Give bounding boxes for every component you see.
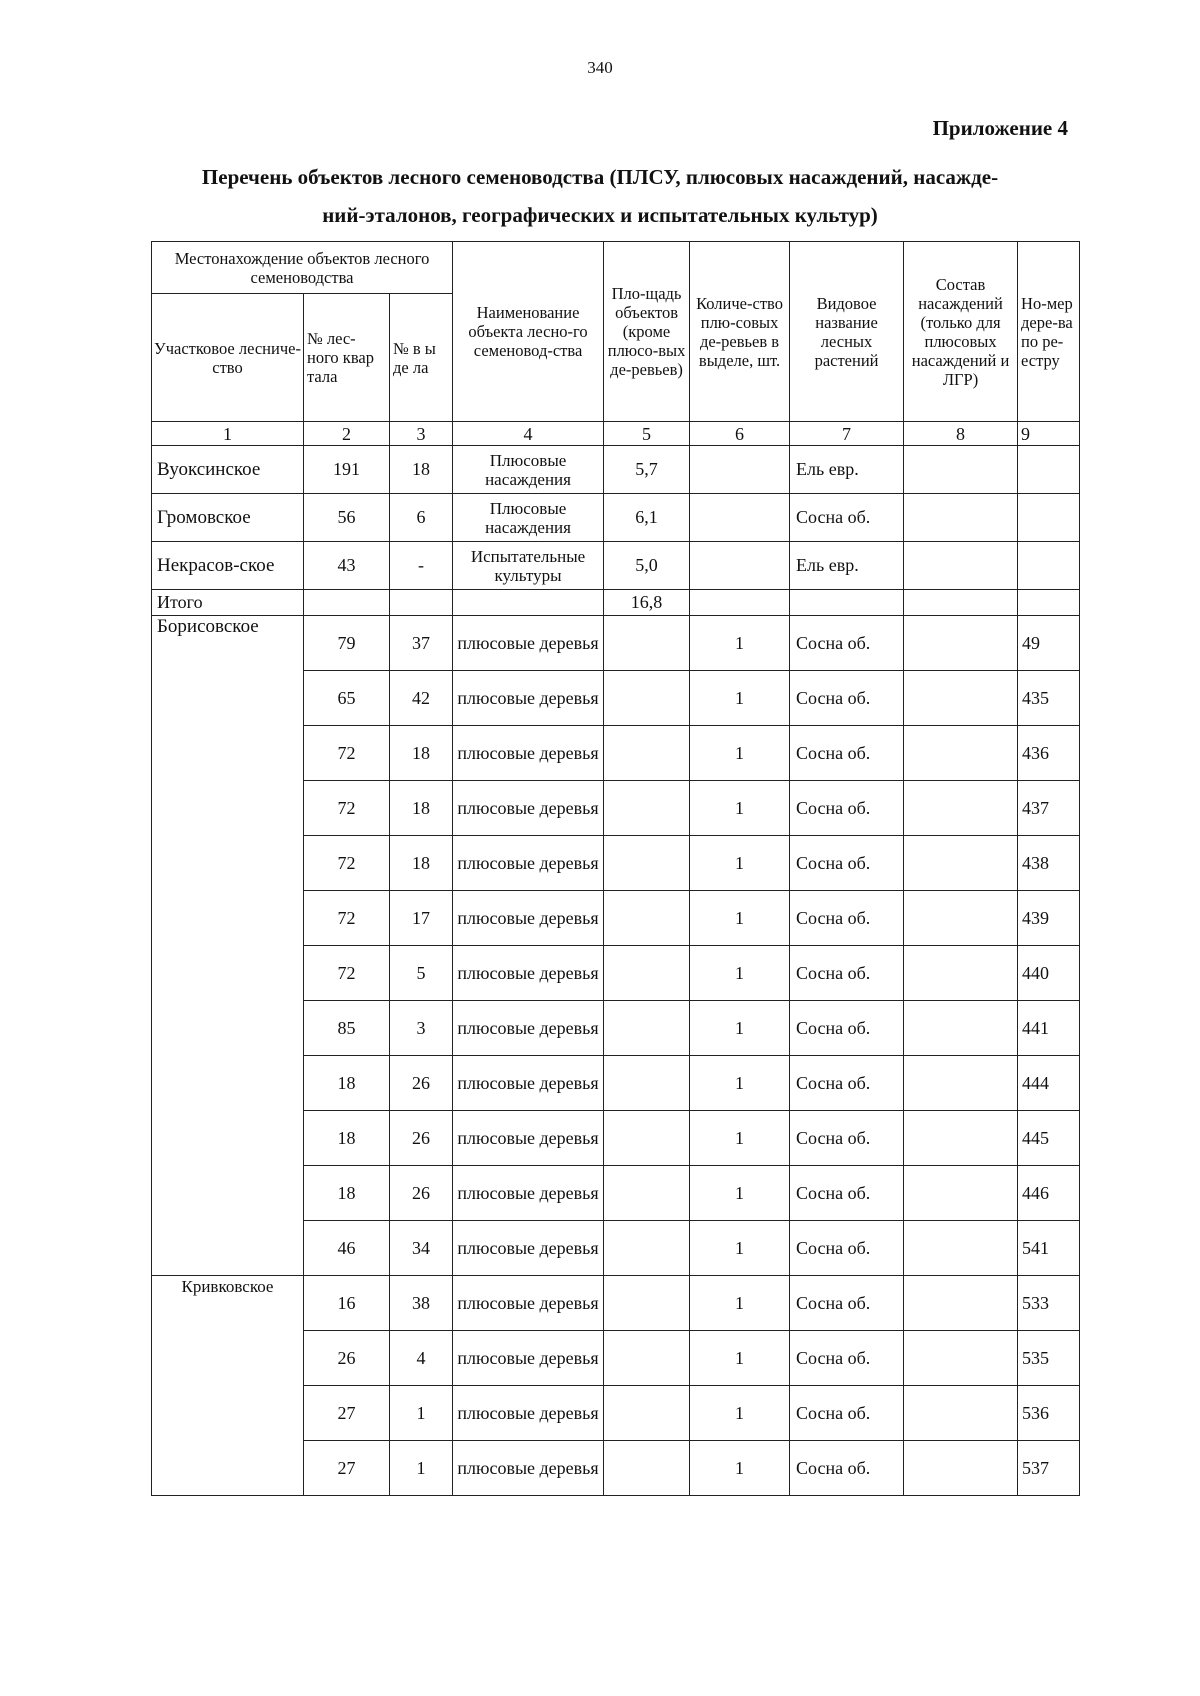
header-species: Видовое название лесных растений — [790, 242, 904, 422]
forestry-cell — [152, 1166, 304, 1221]
header-vydel: № в ы де ла — [390, 294, 453, 422]
table-row — [152, 494, 1080, 542]
vydel-cell: 37 — [390, 616, 453, 671]
forestry-cell: Вуоксинское — [152, 446, 304, 494]
table-row — [152, 1276, 1080, 1331]
kvartal-cell: 16 — [304, 1276, 390, 1331]
kvartal-cell: 85 — [304, 1001, 390, 1056]
forestry-cell: Кривковское — [152, 1276, 304, 1331]
total-area: 16,8 — [604, 590, 690, 616]
kvartal-cell: 18 — [304, 1166, 390, 1221]
count-cell: 1 — [690, 671, 790, 726]
object-name-cell: плюсовые деревья — [453, 946, 604, 1001]
count-cell: 1 — [690, 1056, 790, 1111]
registry-cell: 439 — [1018, 891, 1080, 946]
page-number: 340 — [587, 58, 613, 77]
species-cell: Сосна об. — [790, 1331, 904, 1386]
species-cell: Сосна об. — [790, 946, 904, 1001]
table-row — [152, 1056, 1080, 1111]
area-cell — [604, 1056, 690, 1111]
registry-cell — [1018, 494, 1080, 542]
object-name-cell: плюсовые деревья — [453, 1221, 604, 1276]
document-title — [120, 158, 1080, 234]
species-cell: Сосна об. — [790, 494, 904, 542]
forestry-cell — [152, 891, 304, 946]
object-name-cell: Испытательные культуры — [453, 542, 604, 590]
count-cell: 1 — [690, 616, 790, 671]
area-cell: 5,0 — [604, 542, 690, 590]
object-name-cell: плюсовые деревья — [453, 1276, 604, 1331]
area-cell — [604, 1276, 690, 1331]
kvartal-cell: 79 — [304, 616, 390, 671]
count-cell — [690, 542, 790, 590]
kvartal-cell: 72 — [304, 946, 390, 1001]
species-cell: Сосна об. — [790, 671, 904, 726]
title-line-2: ний-эталонов, географических и испытательных культур) — [322, 203, 878, 227]
area-cell — [604, 1331, 690, 1386]
vydel-cell: 26 — [390, 1056, 453, 1111]
object-name-cell: плюсовые деревья — [453, 1331, 604, 1386]
forestry-cell — [152, 1056, 304, 1111]
registry-cell: 441 — [1018, 1001, 1080, 1056]
composition-cell — [904, 1441, 1018, 1496]
table-row — [152, 836, 1080, 891]
species-cell: Сосна об. — [790, 1111, 904, 1166]
composition-cell — [904, 671, 1018, 726]
object-name-cell: плюсовые деревья — [453, 1386, 604, 1441]
vydel-cell: - — [390, 542, 453, 590]
object-name-cell: плюсовые деревья — [453, 726, 604, 781]
composition-cell — [904, 891, 1018, 946]
table-row — [152, 1386, 1080, 1441]
count-cell: 1 — [690, 1276, 790, 1331]
registry-cell: 445 — [1018, 1111, 1080, 1166]
object-name-cell: плюсовые деревья — [453, 1441, 604, 1496]
header-kvartal: № лес-ного квар тала — [304, 294, 390, 422]
object-name-cell: плюсовые деревья — [453, 1056, 604, 1111]
kvartal-cell: 27 — [304, 1441, 390, 1496]
seed-objects-table — [151, 241, 1080, 1496]
column-number: 7 — [790, 422, 904, 446]
kvartal-cell: 72 — [304, 781, 390, 836]
vydel-cell: 17 — [390, 891, 453, 946]
object-name-cell: плюсовые деревья — [453, 1001, 604, 1056]
vydel-cell: 3 — [390, 1001, 453, 1056]
vydel-cell: 1 — [390, 1441, 453, 1496]
species-cell: Ель евр. — [790, 542, 904, 590]
kvartal-cell: 72 — [304, 726, 390, 781]
kvartal-cell: 46 — [304, 1221, 390, 1276]
area-cell — [604, 1111, 690, 1166]
count-cell: 1 — [690, 946, 790, 1001]
count-cell — [690, 494, 790, 542]
column-number: 9 — [1018, 422, 1080, 446]
total-label: Итого — [152, 590, 304, 616]
composition-cell — [904, 726, 1018, 781]
forestry-cell: Громовское — [152, 494, 304, 542]
count-cell: 1 — [690, 1111, 790, 1166]
composition-cell — [904, 542, 1018, 590]
total-row — [152, 590, 1080, 616]
header-count: Количе-ство плю-совых де-ревьев в выделе, шт. — [690, 242, 790, 422]
object-name-cell: плюсовые деревья — [453, 616, 604, 671]
forestry-cell — [152, 1386, 304, 1441]
composition-cell — [904, 590, 1018, 616]
registry-cell — [1018, 446, 1080, 494]
count-cell — [690, 446, 790, 494]
registry-cell: 537 — [1018, 1441, 1080, 1496]
composition-cell — [904, 1056, 1018, 1111]
area-cell: 6,1 — [604, 494, 690, 542]
kvartal-cell — [304, 590, 390, 616]
forestry-cell — [152, 946, 304, 1001]
area-cell: 5,7 — [604, 446, 690, 494]
column-number: 4 — [453, 422, 604, 446]
composition-cell — [904, 1386, 1018, 1441]
table-row — [152, 1331, 1080, 1386]
table-row — [152, 1166, 1080, 1221]
kvartal-cell: 27 — [304, 1386, 390, 1441]
table-row — [152, 1441, 1080, 1496]
count-cell: 1 — [690, 836, 790, 891]
kvartal-cell: 18 — [304, 1056, 390, 1111]
table-row — [152, 726, 1080, 781]
vydel-cell: 5 — [390, 946, 453, 1001]
header-object-name: Наименование объекта лесно-го семеновод-ства — [453, 242, 604, 422]
registry-cell: 440 — [1018, 946, 1080, 1001]
composition-cell — [904, 1331, 1018, 1386]
table-row — [152, 446, 1080, 494]
vydel-cell: 34 — [390, 1221, 453, 1276]
count-cell: 1 — [690, 1166, 790, 1221]
composition-cell — [904, 1001, 1018, 1056]
header-composition: Состав насаждений (только для плюсовых насаждений и ЛГР) — [904, 242, 1018, 422]
table-row — [152, 1111, 1080, 1166]
object-name-cell: плюсовые деревья — [453, 891, 604, 946]
species-cell — [790, 590, 904, 616]
object-name-cell: плюсовые деревья — [453, 1111, 604, 1166]
composition-cell — [904, 946, 1018, 1001]
forestry-cell — [152, 671, 304, 726]
vydel-cell: 4 — [390, 1331, 453, 1386]
composition-cell — [904, 781, 1018, 836]
composition-cell — [904, 494, 1018, 542]
table-row — [152, 1001, 1080, 1056]
registry-cell: 536 — [1018, 1386, 1080, 1441]
object-name-cell: Плюсовые насаждения — [453, 494, 604, 542]
count-cell: 1 — [690, 1221, 790, 1276]
area-cell — [604, 671, 690, 726]
area-cell — [604, 946, 690, 1001]
column-number-row — [152, 422, 1080, 446]
registry-cell: 533 — [1018, 1276, 1080, 1331]
header-location-group: Местонахождение объектов лесного семеноводства — [152, 242, 453, 294]
species-cell: Сосна об. — [790, 726, 904, 781]
forestry-cell: Некрасов-ское — [152, 542, 304, 590]
species-cell: Сосна об. — [790, 1001, 904, 1056]
object-name-cell: плюсовые деревья — [453, 836, 604, 891]
forestry-cell — [152, 726, 304, 781]
registry-cell: 437 — [1018, 781, 1080, 836]
forestry-cell — [152, 1001, 304, 1056]
registry-cell: 446 — [1018, 1166, 1080, 1221]
kvartal-cell: 26 — [304, 1331, 390, 1386]
kvartal-cell: 43 — [304, 542, 390, 590]
appendix-label: Приложение 4 — [932, 116, 1068, 140]
title-line-1: Перечень объектов лесного семеноводства (ПЛСУ, плюсовых насаждений, насажде- — [201, 165, 999, 189]
area-cell — [604, 616, 690, 671]
header-area: Пло-щадь объектов (кроме плюсо-вых де-ревьев) — [604, 242, 690, 422]
area-cell — [604, 1166, 690, 1221]
vydel-cell: 38 — [390, 1276, 453, 1331]
species-cell: Сосна об. — [790, 1276, 904, 1331]
kvartal-cell: 72 — [304, 836, 390, 891]
count-cell: 1 — [690, 726, 790, 781]
forestry-cell — [152, 781, 304, 836]
area-cell — [604, 1386, 690, 1441]
registry-cell: 541 — [1018, 1221, 1080, 1276]
species-cell: Ель евр. — [790, 446, 904, 494]
area-cell — [604, 1001, 690, 1056]
count-cell — [690, 590, 790, 616]
composition-cell — [904, 1111, 1018, 1166]
vydel-cell: 26 — [390, 1111, 453, 1166]
count-cell: 1 — [690, 1386, 790, 1441]
table-row — [152, 1221, 1080, 1276]
vydel-cell: 6 — [390, 494, 453, 542]
area-cell — [604, 891, 690, 946]
forestry-cell — [152, 1221, 304, 1276]
registry-cell: 535 — [1018, 1331, 1080, 1386]
species-cell: Сосна об. — [790, 891, 904, 946]
species-cell: Сосна об. — [790, 1166, 904, 1221]
registry-cell: 444 — [1018, 1056, 1080, 1111]
species-cell: Сосна об. — [790, 1056, 904, 1111]
column-number: 1 — [152, 422, 304, 446]
vydel-cell: 18 — [390, 781, 453, 836]
kvartal-cell: 191 — [304, 446, 390, 494]
area-cell — [604, 836, 690, 891]
registry-cell — [1018, 590, 1080, 616]
table-row — [152, 891, 1080, 946]
count-cell: 1 — [690, 1441, 790, 1496]
forestry-cell — [152, 1111, 304, 1166]
vydel-cell: 1 — [390, 1386, 453, 1441]
column-number: 8 — [904, 422, 1018, 446]
column-number: 6 — [690, 422, 790, 446]
registry-cell — [1018, 542, 1080, 590]
table-row — [152, 671, 1080, 726]
column-number: 3 — [390, 422, 453, 446]
registry-cell: 438 — [1018, 836, 1080, 891]
table-row — [152, 616, 1080, 671]
composition-cell — [904, 446, 1018, 494]
registry-cell: 436 — [1018, 726, 1080, 781]
species-cell: Сосна об. — [790, 1221, 904, 1276]
count-cell: 1 — [690, 1001, 790, 1056]
composition-cell — [904, 1276, 1018, 1331]
column-number: 2 — [304, 422, 390, 446]
area-cell — [604, 1441, 690, 1496]
kvartal-cell: 18 — [304, 1111, 390, 1166]
species-cell: Сосна об. — [790, 616, 904, 671]
vydel-cell: 42 — [390, 671, 453, 726]
object-name-cell: Плюсовые насаждения — [453, 446, 604, 494]
column-number: 5 — [604, 422, 690, 446]
count-cell: 1 — [690, 891, 790, 946]
kvartal-cell: 65 — [304, 671, 390, 726]
count-cell: 1 — [690, 1331, 790, 1386]
species-cell: Сосна об. — [790, 836, 904, 891]
header-forestry: Участковое лесниче-ство — [152, 294, 304, 422]
kvartal-cell: 72 — [304, 891, 390, 946]
forestry-cell — [152, 1441, 304, 1496]
composition-cell — [904, 836, 1018, 891]
composition-cell — [904, 616, 1018, 671]
kvartal-cell: 56 — [304, 494, 390, 542]
registry-cell: 435 — [1018, 671, 1080, 726]
registry-cell: 49 — [1018, 616, 1080, 671]
table-row — [152, 946, 1080, 1001]
area-cell — [604, 781, 690, 836]
table-row — [152, 781, 1080, 836]
table-row — [152, 542, 1080, 590]
header-registry: Но-мер дере-ва по ре-естру — [1018, 242, 1080, 422]
species-cell: Сосна об. — [790, 1441, 904, 1496]
forestry-cell — [152, 836, 304, 891]
object-name-cell: плюсовые деревья — [453, 1166, 604, 1221]
vydel-cell: 18 — [390, 446, 453, 494]
vydel-cell: 26 — [390, 1166, 453, 1221]
object-name-cell: плюсовые деревья — [453, 781, 604, 836]
composition-cell — [904, 1221, 1018, 1276]
species-cell: Сосна об. — [790, 1386, 904, 1441]
forestry-cell — [152, 1331, 304, 1386]
object-name-cell: плюсовые деревья — [453, 671, 604, 726]
object-name-cell — [453, 590, 604, 616]
species-cell: Сосна об. — [790, 781, 904, 836]
forestry-cell: Борисовское — [152, 616, 304, 671]
composition-cell — [904, 1166, 1018, 1221]
vydel-cell: 18 — [390, 726, 453, 781]
count-cell: 1 — [690, 781, 790, 836]
vydel-cell: 18 — [390, 836, 453, 891]
vydel-cell — [390, 590, 453, 616]
area-cell — [604, 726, 690, 781]
area-cell — [604, 1221, 690, 1276]
